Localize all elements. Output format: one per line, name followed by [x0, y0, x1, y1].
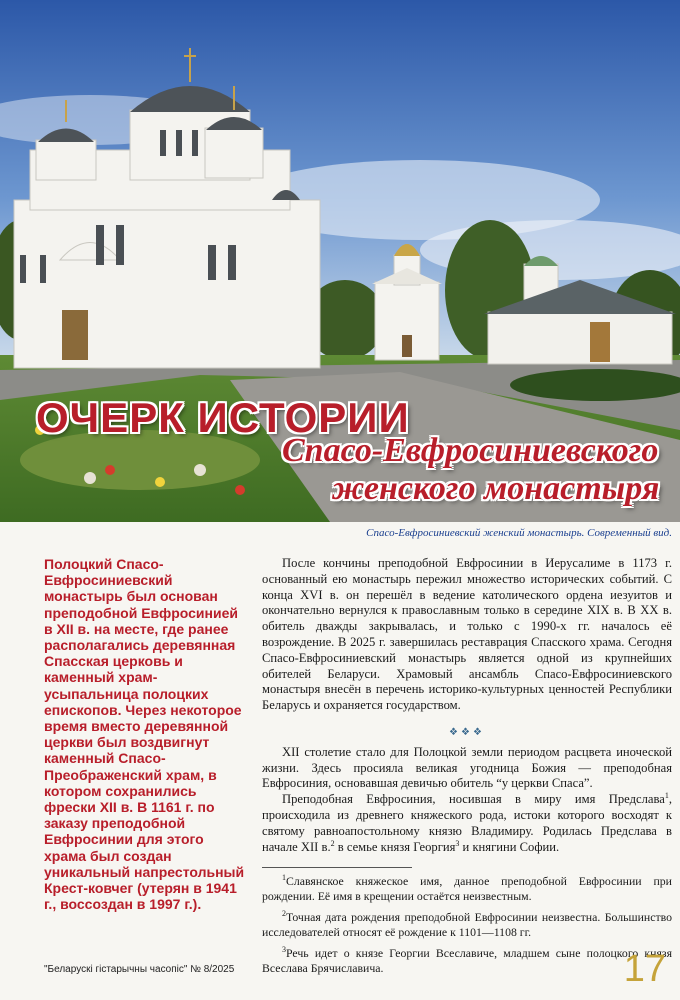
body-paragraph-1: После кончины преподобной Евфросинии в Иерусалиме в 1173 г. основанный ею монастырь пережил множество исторических событий. С конца XVI в. он перешёл в ведение католического ордена иезуитов и окончательно вернулся к православным только в середине XIX в. В XX в. обитель дважды закрывалась, и только с 1990-х гг. началось её возрождение. В 2025 г. завершилась реставрация Спасского храма. Сегодня Спасо-Евфросиниевский монастырь является одной из крупнейших обителей Беларуси. Храмовый ансамбль Спасо-Евфросиниевского монастыря внесён в перечень историко-культурных ценностей Республики Беларусь и охраняется государством. [262, 556, 672, 713]
footnote-text: Славянское княжеское имя, данное преподобной Евфросинии при рождении. Её имя в крещении остаётся неизвестным. [262, 874, 672, 904]
footnote-mark: 3 [282, 945, 286, 955]
main-column [262, 556, 672, 976]
photo-caption: Спасо-Евфросиниевский женский монастырь. Современный вид. [366, 527, 672, 539]
footnote-ref-2: 2 [330, 838, 335, 848]
footnote-ref-3: 3 [455, 838, 460, 848]
body-paragraph-3 [262, 792, 672, 855]
footnote-text: Речь идет о князе Георгии Всеславиче, младшем сыне полоцкого князя Всеслава Брячиславича. [262, 946, 672, 976]
footnote-rule [262, 867, 412, 868]
footnote-1 [262, 874, 672, 904]
lead-paragraph: Полоцкий Спасо-Евфросиниевский монастырь был основан преподобной Евфросинией в XII в. на месте, где ранее располагались деревянная Спасская церковь и каменный храм-усыпальница полоцких епископов. Через некоторое время вместо деревянной церкви был воздвигнут каменный Спасо-Преображенский храм, в котором сохранились фрески XII в. В 1161 г. по заказу преподобной Евфросинии для этого храма был создан уникальный напрестольный Крест-ковчег (утерян в 1941 г., воссоздан в 1997 г.). [44, 556, 245, 913]
footnote-text: Точная дата рождения преподобной Евфросинии неизвестна. Большинство исследователей относят её рождение к 1101—1108 гг. [262, 910, 672, 940]
p3-part-c: в семье князя Георгия [334, 839, 456, 854]
footnote-mark: 2 [282, 909, 286, 919]
footnote-3 [262, 946, 672, 976]
journal-footer: "Беларускі гістарычны часопіс" № 8/2025 [44, 964, 235, 975]
p3-part-a: Преподобная Евфросиния, носившая в миру имя Предслава [282, 792, 665, 807]
footnote-2 [262, 910, 672, 940]
section-separator: ❖❖❖ [449, 726, 485, 738]
title-line-3: женского монастыря [332, 470, 660, 507]
p3-part-b: , происходила из древнего княжеского рода, истоки которого восходят к святому равноапостольному князю Владимиру. Родилась Предслава в начале XII в. [262, 792, 672, 854]
title-line-1: ОЧЕРК ИСТОРИИ [36, 394, 410, 441]
footnote-ref-1: 1 [664, 790, 669, 800]
p3-part-d: и княгини Софии. [459, 839, 560, 854]
body-paragraph-2: XII столетие стало для Полоцкой земли периодом расцвета иноческой жизни. Здесь просияла великая угодница Божия — преподобная Евфросиния, основавшая девичью обитель “у церкви Спаса”. [262, 744, 672, 791]
footnote-mark: 1 [282, 873, 286, 883]
title-line-2: Спасо-Евфросиниевского [282, 432, 659, 469]
page-number: 17 [623, 948, 666, 990]
